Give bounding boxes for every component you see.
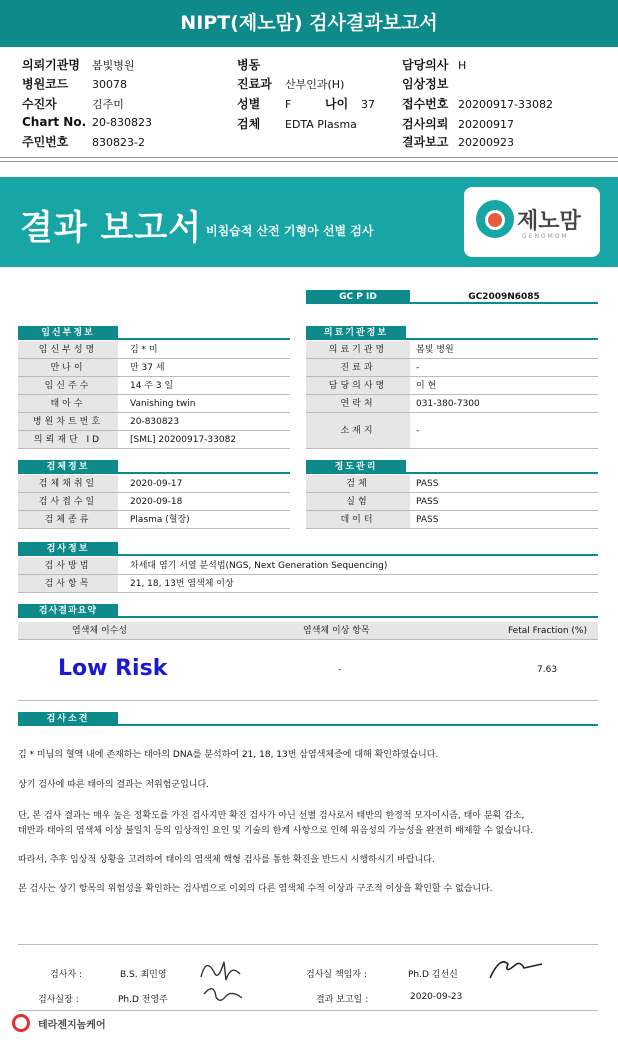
row-value: 차세대 염기 서열 분석법(NGS, Next Generation Sequencing) (130, 561, 388, 571)
institution-info-row (306, 413, 598, 449)
qc-info-row (306, 511, 598, 529)
header-hospital-code: 병원코드 30078 (22, 77, 127, 91)
tester-label: 검사자 : (50, 970, 82, 980)
genomom-logo-icon-inner (485, 210, 505, 230)
header-ward: 병동 (237, 58, 261, 72)
row-value: 20-830823 (130, 417, 180, 427)
report-date-value: 2020-09-23 (410, 992, 463, 1002)
row-value: 이 현 (416, 381, 437, 391)
lab-manager-name: Ph.D 김선신 (408, 970, 458, 980)
report-date-label: 결과 보고일 : (316, 995, 369, 1005)
test-info-header: 검사정보 (18, 542, 118, 556)
row-label: 담당의사명 (306, 377, 410, 394)
row-label: 검체종류 (18, 511, 118, 528)
institution-info-row (306, 341, 598, 359)
tester-signature (196, 952, 246, 1006)
specimen-info-header: 검체정보 (18, 460, 118, 474)
institution-info-row (306, 395, 598, 413)
finding-paragraph-3a: 단, 본 검사 결과는 매우 높은 정확도를 가진 검사지만 확진 검사가 아닌 선별 검사로서 태반의 한정적 모자이시즘, 태아 분획 감소, (18, 811, 525, 821)
header-clinical-info: 임상정보 (402, 77, 449, 91)
summary-fetal-fraction-value: 7.63 (537, 665, 558, 675)
row-label: 데이터 (306, 511, 410, 528)
pregnant-info-header: 임신부정보 (18, 326, 118, 340)
row-value: 2020-09-18 (130, 497, 183, 507)
row-value: 14 주 3 일 (130, 381, 174, 391)
finding-paragraph-4: 따라서, 추후 임상적 상황을 고려하여 태아의 염색체 핵형 검사를 통한 확진을 반드시 시행하시기 바랍니다. (18, 855, 435, 865)
row-label: 진료과 (306, 359, 410, 376)
logo-subtext: GENOMOM (522, 233, 569, 240)
finding-paragraph-3b: 태반과 태아의 염색체 이상 불일치 등의 임상적인 요인 및 기술의 한계 사항으로 인해 위음성의 가능성을 완전히 배제할 수 없습니다. (18, 826, 534, 836)
summary-col-aneuploidy: 염색체 이수성 (72, 626, 128, 636)
row-label: 검사항목 (18, 575, 118, 592)
finding-paragraph-5: 본 검사는 상기 항목의 위험성을 확인하는 검사법으로 이외의 다른 염색체 수적 이상과 구조적 이상을 확인할 수 없습니다. (18, 884, 493, 894)
pregnant-info-row (18, 395, 290, 413)
row-label: 임신주수 (18, 377, 118, 394)
header-reception-no: 접수번호 20200917-33082 (402, 97, 553, 111)
row-label: 연락처 (306, 395, 410, 412)
row-label: 만나이 (18, 359, 118, 376)
row-value: PASS (416, 515, 439, 525)
institution-info-row (306, 377, 598, 395)
lab-head-label: 검사실장 : (38, 995, 79, 1005)
header-divider-2 (0, 161, 618, 162)
header-resident-no: 주민번호 830823-2 (22, 135, 145, 149)
header-request-date: 검사의뢰 20200917 (402, 117, 514, 131)
test-info-line (18, 554, 598, 556)
summary-col-fetal-fraction: Fetal Fraction (%) (508, 626, 587, 636)
row-value: 2020-09-17 (130, 479, 183, 489)
pregnant-info-row (18, 341, 290, 359)
row-label: 소재지 (306, 413, 410, 448)
row-value: PASS (416, 479, 439, 489)
pregnant-info-line (18, 338, 290, 340)
row-label: 검사방법 (18, 557, 118, 574)
summary-bottom-line (18, 700, 598, 701)
finding-paragraph-1: 김 * 미님의 혈액 내에 존재하는 태아의 DNA를 분석하여 21, 18, 13번 삼염색체증에 대해 확인하였습니다. (18, 750, 439, 760)
footer-company: 테라젠지놈케어 (38, 1020, 106, 1031)
row-label: 검사접수일 (18, 493, 118, 510)
specimen-info-row (18, 511, 290, 529)
header-specimen: 검체 EDTA Plasma (237, 117, 357, 131)
row-value: 김 * 미 (130, 345, 158, 355)
summary-col-abnormal: 염색체 이상 항목 (303, 626, 370, 636)
pregnant-info-row (18, 377, 290, 395)
specimen-info-line (18, 472, 290, 474)
row-value: - (416, 363, 420, 373)
qc-info-row (306, 493, 598, 511)
header-sex: 성별 F (237, 97, 292, 111)
lab-head-name: Ph.D 전영주 (118, 995, 168, 1005)
lab-manager-signature (486, 952, 546, 982)
qc-info-header: 정도관리 (306, 460, 406, 474)
row-value: Plasma (혈장) (130, 515, 190, 525)
specimen-info-row (18, 475, 290, 493)
specimen-info-row (18, 493, 290, 511)
pregnant-info-row (18, 359, 290, 377)
header-age: 나이 37 (325, 97, 375, 111)
pregnant-info-row (18, 413, 290, 431)
finding-paragraph-2: 상기 검사에 따른 태아의 결과는 저위험군입니다. (18, 780, 210, 790)
row-value: 만 37 세 (130, 363, 165, 373)
row-label: 의뢰재단 ID (18, 431, 118, 448)
summary-column-headers (18, 622, 598, 640)
terragen-logo-icon (12, 1014, 30, 1032)
qc-info-line (306, 472, 598, 474)
row-label: 병원차트번호 (18, 413, 118, 430)
institution-info-row (306, 359, 598, 377)
summary-abnormal-value: - (338, 665, 342, 675)
report-title: NIPT(제노맘) 검사결과보고서 (0, 0, 618, 47)
gc-pid-value: GC2009N6085 (468, 292, 540, 302)
row-value: Vanishing twin (130, 399, 196, 409)
institution-info-line (306, 338, 598, 340)
qc-info-row (306, 475, 598, 493)
row-label: 태아수 (18, 395, 118, 412)
signature-top-line (18, 944, 598, 945)
findings-line (18, 724, 598, 726)
banner-title: 결과 보고서 (20, 208, 203, 248)
row-value: - (416, 426, 420, 436)
header-report-date: 결과보고 20200923 (402, 135, 514, 149)
test-info-row (18, 575, 598, 593)
header-hospital: 의뢰기관명 봄빛병원 (22, 58, 135, 72)
row-value: 봄빛 병원 (416, 345, 454, 355)
test-info-row (18, 557, 598, 575)
logo-text: 제노맘 (517, 209, 581, 234)
findings-header: 검사소견 (18, 712, 118, 726)
row-label: 임신부성명 (18, 341, 118, 358)
summary-line (18, 616, 598, 618)
row-label: 의료기관명 (306, 341, 410, 358)
row-value: 031-380-7300 (416, 399, 480, 409)
header-patient: 수진자 김주미 (22, 97, 124, 111)
gc-pid-label: GC P ID (306, 290, 410, 304)
lab-manager-label: 검사실 책임자 : (306, 970, 367, 980)
row-label: 검체채취일 (18, 475, 118, 492)
header-doctor: 담당의사 H (402, 58, 467, 72)
row-value: PASS (416, 497, 439, 507)
row-label: 실험 (306, 493, 410, 510)
row-value: 21, 18, 13번 염색체 이상 (130, 579, 234, 589)
header-department: 진료과 산부인과(H) (237, 77, 345, 91)
header-divider (0, 157, 618, 158)
tester-name: B.S. 최민영 (120, 970, 167, 980)
result-low-risk: Low Risk (58, 656, 168, 681)
summary-header: 검사결과요약 (18, 604, 118, 618)
banner-subtitle: 비침습적 산전 기형아 선별 검사 (206, 224, 374, 238)
header-chart-no: Chart No. 20-830823 (22, 115, 152, 129)
footer-line (18, 1010, 598, 1011)
pregnant-info-row (18, 431, 290, 449)
row-label: 검체 (306, 475, 410, 492)
row-value: [SML] 20200917-33082 (130, 435, 237, 445)
institution-info-header: 의료기관정보 (306, 326, 406, 340)
